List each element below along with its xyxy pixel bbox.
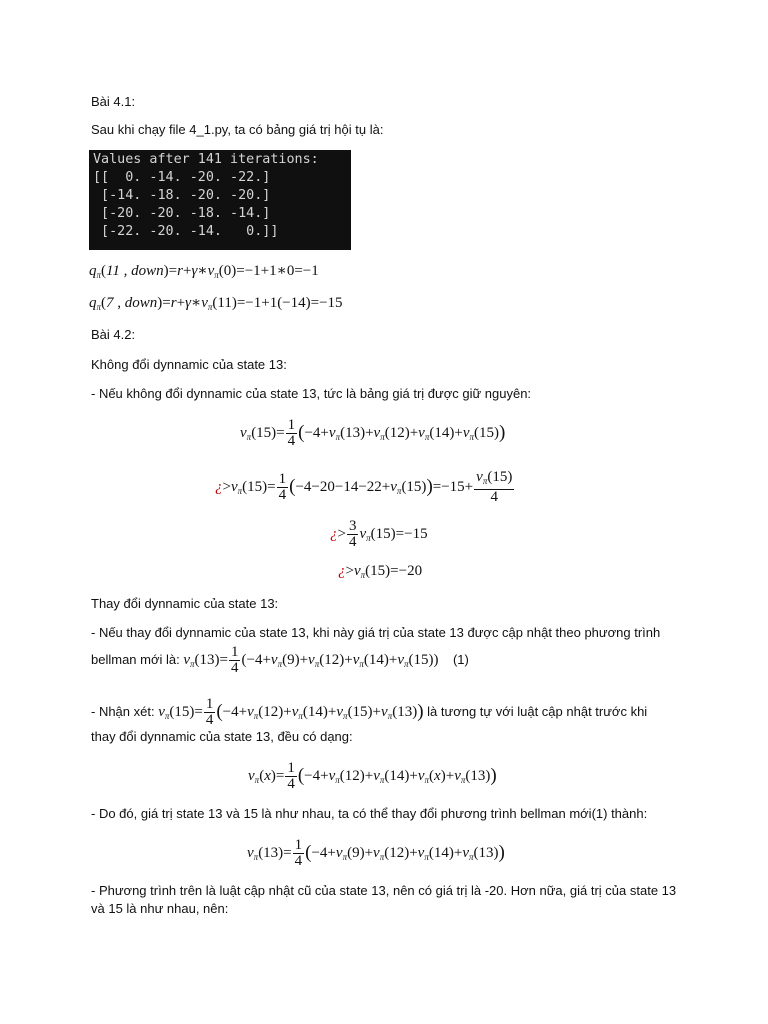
equation-v15-substituted: ¿$>v_\pi(15)=$ $\frac{1}{4}$ $(-4-20-14-22+v_\pi(15))=-15+$ $\frac{v_\pi(15)}{4}$ bbox=[215, 469, 513, 505]
therefore-note: - Do đó, giá trị state 13 và 15 là như nhau, ta có thể thay đổi phương trình bellman mới(1) thành: bbox=[91, 806, 648, 821]
equation-three-quarter: ¿> $\frac{3}{4}$ $v_\pi(15)=-15$ bbox=[330, 518, 428, 550]
intro-paragraph: Sau khi chạy file 4_1.py, ta có bảng giá trị hội tụ là: bbox=[91, 122, 384, 137]
console-line: [-22. -20. -14. 0.]] bbox=[93, 224, 279, 239]
remark-line2: thay đổi dynnamic của state 13, đều có dạng: bbox=[91, 729, 353, 744]
equation-general-form: $v_\pi(x)=$ $\frac{1}{4}$ $(-4+v_\pi(12)+v_\pi(14)+v_\pi(x)+v_\pi(13))$ bbox=[248, 760, 497, 792]
console-line: Values after 141 iterations: bbox=[93, 152, 319, 167]
heading-change: Thay đổi dynnamic của state 13: bbox=[91, 596, 279, 611]
equation-v13-rewritten: $v_\pi(13)=$ $\frac{1}{4}$ $(-4+v_\pi(9)+v_\pi(12)+v_\pi(14)+v_\pi(13))$ bbox=[247, 837, 505, 869]
change-note-line1: - Nếu thay đổi dynnamic của state 13, khi này giá trị của state 13 được cập nhật theo phương trình bbox=[91, 625, 661, 640]
no-change-note: - Nếu không đổi dynnamic của state 13, tức là bảng giá trị được giữ nguyên: bbox=[91, 386, 532, 401]
equation-tag: (1) bbox=[452, 651, 469, 667]
equation-q-7-down: $q_\pi(7$ , $down)=r+\gamma∗v_\pi(11)=-1+1(-14)=-15$ bbox=[89, 295, 343, 312]
equation-q-11-down: $q_\pi(11$ , $down)=r+\gamma∗v_\pi(0)=-1+1∗0=-1$ bbox=[89, 263, 319, 280]
equation-v15-bellman: $v_\pi(15)=$ $\frac{1}{4}$ $(-4+v_\pi(13)+v_\pi(12)+v_\pi(14)+v_\pi(15))$ bbox=[240, 417, 506, 449]
console-line: [-20. -20. -18. -14.] bbox=[93, 206, 271, 221]
console-line: [-14. -18. -20. -20.] bbox=[93, 188, 271, 203]
console-line: [[ 0. -14. -20. -22.] bbox=[93, 170, 271, 185]
section-title-4-2: Bài 4.2: bbox=[91, 327, 136, 342]
section-title-4-1: Bài 4.1: bbox=[91, 94, 136, 109]
change-note-line2: bellman mới là: $v_\pi(13)=$ $\frac{1}{4}$ $(-4+v_\pi(9)+v_\pi(12)+v_\pi(14)+v_\pi(15))$ (1) bbox=[91, 644, 469, 676]
console-output bbox=[89, 150, 351, 250]
heading-no-change: Không đổi dynnamic của state 13: bbox=[91, 357, 287, 372]
equation-v15-result: ¿$>v_\pi(15)=-20$ bbox=[338, 563, 423, 580]
remark-line1: - Nhận xét: $v_\pi(15)=$ $\frac{1}{4}$ $(-4+v_\pi(12)+v_\pi(14)+v_\pi(15)+v_\pi(13))$ là tương tự với luật cập nhật trước khi bbox=[91, 696, 648, 728]
final-note: - Phương trình trên là luật cập nhật cũ của state 13, nên có giá trị là -20. Hơn nữa, giá trị của state 13 và 15 là như nhau, nên: bbox=[91, 883, 677, 916]
